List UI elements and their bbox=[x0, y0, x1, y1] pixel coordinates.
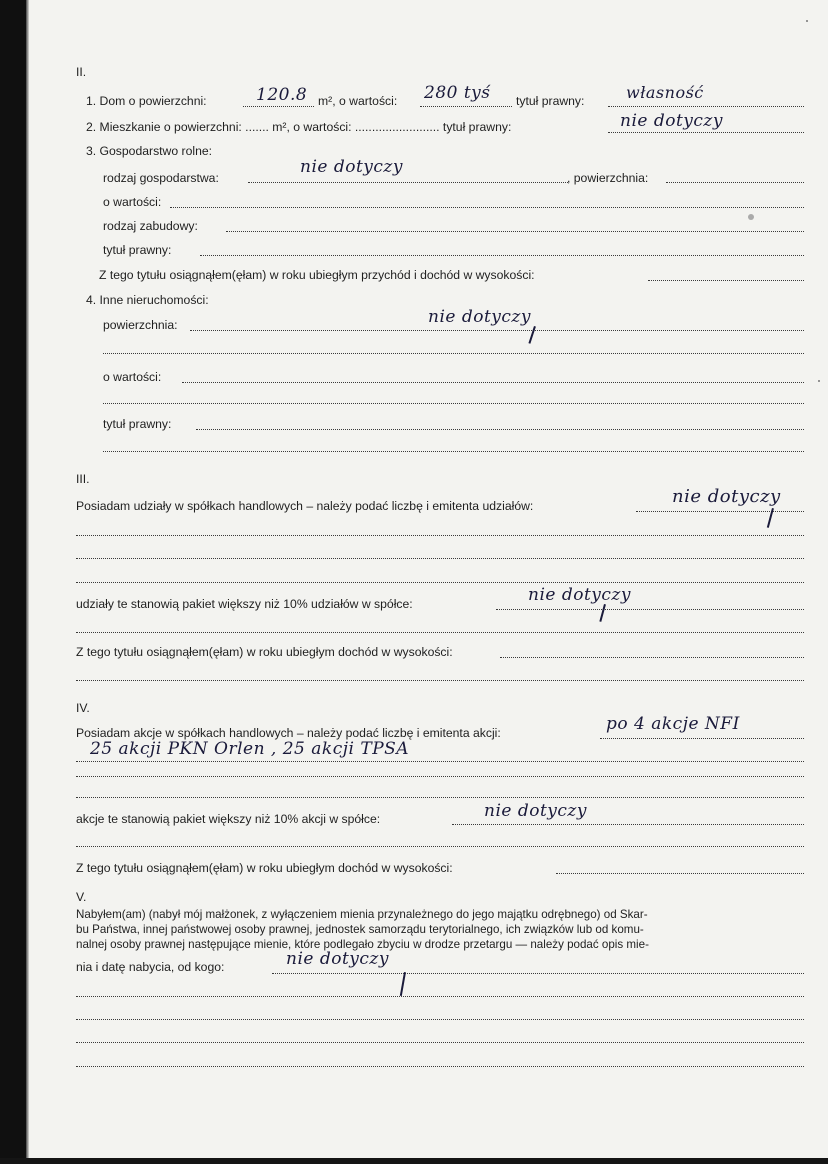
house-area-handwriting: 120.8 bbox=[256, 85, 308, 105]
shares-pct-line-2[interactable] bbox=[76, 632, 804, 633]
other-area-line-2[interactable] bbox=[103, 353, 804, 354]
scan-edge-left bbox=[0, 0, 26, 1164]
shares-line-3[interactable] bbox=[76, 558, 804, 559]
house-title-line[interactable] bbox=[608, 106, 804, 107]
house-area-line[interactable] bbox=[243, 106, 314, 107]
scan-edge-bottom bbox=[0, 1158, 828, 1164]
acquired-line-4[interactable] bbox=[76, 1042, 804, 1043]
stocks-income-line[interactable] bbox=[556, 873, 804, 874]
pen-stroke bbox=[528, 326, 535, 344]
other-property-label: 4. Inne nieruchomości: bbox=[86, 293, 209, 307]
stocks-label: Posiadam akcje w spółkach handlowych – należy podać liczbę i emitenta akcji: bbox=[76, 726, 501, 740]
other-value-line[interactable] bbox=[182, 382, 804, 383]
shares-pct-handwriting: nie dotyczy bbox=[528, 585, 631, 605]
section-2-heading: II. bbox=[76, 65, 87, 79]
farm-value-label: o wartości: bbox=[103, 195, 162, 209]
scan-speck bbox=[806, 20, 808, 22]
shares-pct-line[interactable] bbox=[496, 609, 804, 610]
acquired-line-5[interactable] bbox=[76, 1066, 804, 1067]
other-title-line-2[interactable] bbox=[103, 451, 804, 452]
stocks-pct-line-2[interactable] bbox=[76, 846, 804, 847]
flat-title-line[interactable] bbox=[608, 132, 804, 133]
stocks-handwriting-1: po 4 akcje NFI bbox=[606, 714, 740, 734]
farm-income-line[interactable] bbox=[648, 280, 804, 281]
other-area-line[interactable] bbox=[190, 330, 804, 331]
farm-type-label: rodzaj gospodarstwa: bbox=[103, 171, 219, 185]
shares-line-2[interactable] bbox=[76, 535, 804, 536]
section-3-heading: III. bbox=[76, 472, 90, 486]
other-title-label: tytuł prawny: bbox=[103, 417, 172, 431]
farm-title-label: tytuł prawny: bbox=[103, 243, 172, 257]
shares-line[interactable] bbox=[636, 511, 804, 512]
other-area-label: powierzchnia: bbox=[103, 318, 178, 332]
section-4-heading: IV. bbox=[76, 701, 90, 715]
acquired-para-line-4: nia i datę nabycia, od kogo: bbox=[76, 960, 225, 974]
scan-speck bbox=[818, 380, 820, 382]
shares-income-line[interactable] bbox=[500, 657, 804, 658]
acquired-para-line-1: Nabyłem(am) (nabył mój małżonek, z wyłączeniem mienia przynależnego do jego majątku odrębnego) od Skar- bbox=[76, 908, 648, 921]
stocks-line[interactable] bbox=[600, 738, 804, 739]
stocks-pct-handwriting: nie dotyczy bbox=[484, 801, 587, 821]
stocks-line-3[interactable] bbox=[76, 776, 804, 777]
flat-label: 2. Mieszkanie o powierzchni: ....... m², o wartości: ......................... tytuł prawny: bbox=[86, 120, 512, 134]
stocks-line-2[interactable] bbox=[76, 761, 804, 762]
acquired-para-line-2: bu Państwa, innej państwowej osoby prawnej, jednostek samorządu terytorialnego, ich związków lub od komu- bbox=[76, 923, 644, 936]
farm-build-label: rodzaj zabudowy: bbox=[103, 219, 198, 233]
acquired-handwriting: nie dotyczy bbox=[286, 949, 389, 969]
shares-handwriting: nie dotyczy bbox=[672, 486, 781, 507]
farm-area-line[interactable] bbox=[666, 182, 804, 183]
farm-type-handwriting: nie dotyczy bbox=[300, 157, 403, 177]
flat-title-handwriting: nie dotyczy bbox=[620, 111, 723, 131]
house-area-label: 1. Dom o powierzchni: bbox=[86, 94, 207, 108]
farm-value-line[interactable] bbox=[170, 207, 804, 208]
shares-pct-label: udziały te stanowią pakiet większy niż 10% udziałów w spółce: bbox=[76, 597, 413, 611]
pen-stroke bbox=[599, 604, 605, 622]
section-5-heading: V. bbox=[76, 890, 87, 904]
scan-speck bbox=[748, 214, 754, 220]
farm-label: 3. Gospodarstwo rolne: bbox=[86, 144, 213, 158]
shares-income-label: Z tego tytułu osiągnąłem(ęłam) w roku ubiegłym dochód w wysokości: bbox=[76, 645, 453, 659]
farm-income-label: Z tego tytułu osiągnąłem(ęłam) w roku ubiegłym przychód i dochód w wysokości: bbox=[99, 268, 535, 282]
stocks-income-label: Z tego tytułu osiągnąłem(ęłam) w roku ubiegłym dochód w wysokości: bbox=[76, 861, 453, 875]
other-title-line[interactable] bbox=[196, 429, 804, 430]
acquired-line-3[interactable] bbox=[76, 1019, 804, 1020]
other-area-handwriting: nie dotyczy bbox=[428, 307, 531, 327]
house-value-line[interactable] bbox=[420, 106, 512, 107]
house-value-label: m², o wartości: bbox=[318, 94, 398, 108]
farm-type-line[interactable] bbox=[248, 182, 568, 183]
farm-build-line[interactable] bbox=[226, 231, 804, 232]
house-value-handwriting: 280 tyś bbox=[424, 83, 491, 103]
house-title-label: tytuł prawny: bbox=[516, 94, 585, 108]
stocks-pct-label: akcje te stanowią pakiet większy niż 10% akcji w spółce: bbox=[76, 812, 381, 826]
other-value-line-2[interactable] bbox=[103, 403, 804, 404]
shares-label: Posiadam udziały w spółkach handlowych – należy podać liczbę i emitenta udziałów: bbox=[76, 499, 534, 513]
other-value-label: o wartości: bbox=[103, 370, 162, 384]
farm-area-label: , powierzchnia: bbox=[567, 171, 649, 185]
stocks-handwriting-2: 25 akcji PKN Orlen , 25 akcji TPSA bbox=[90, 739, 410, 759]
acquired-line[interactable] bbox=[272, 973, 804, 974]
stocks-pct-line[interactable] bbox=[452, 824, 804, 825]
farm-title-line[interactable] bbox=[200, 255, 804, 256]
acquired-line-2[interactable] bbox=[76, 996, 804, 997]
stocks-line-4[interactable] bbox=[76, 797, 804, 798]
shares-income-line-2[interactable] bbox=[76, 680, 804, 681]
pen-stroke bbox=[400, 972, 406, 996]
acquired-para-line-3: nalnej osoby prawnej następujące mienie, które podlegało zbyciu w drodze przetargu — należy podać opis mie- bbox=[76, 938, 649, 951]
shares-line-4[interactable] bbox=[76, 582, 804, 583]
house-title-handwriting: własność bbox=[626, 83, 704, 102]
